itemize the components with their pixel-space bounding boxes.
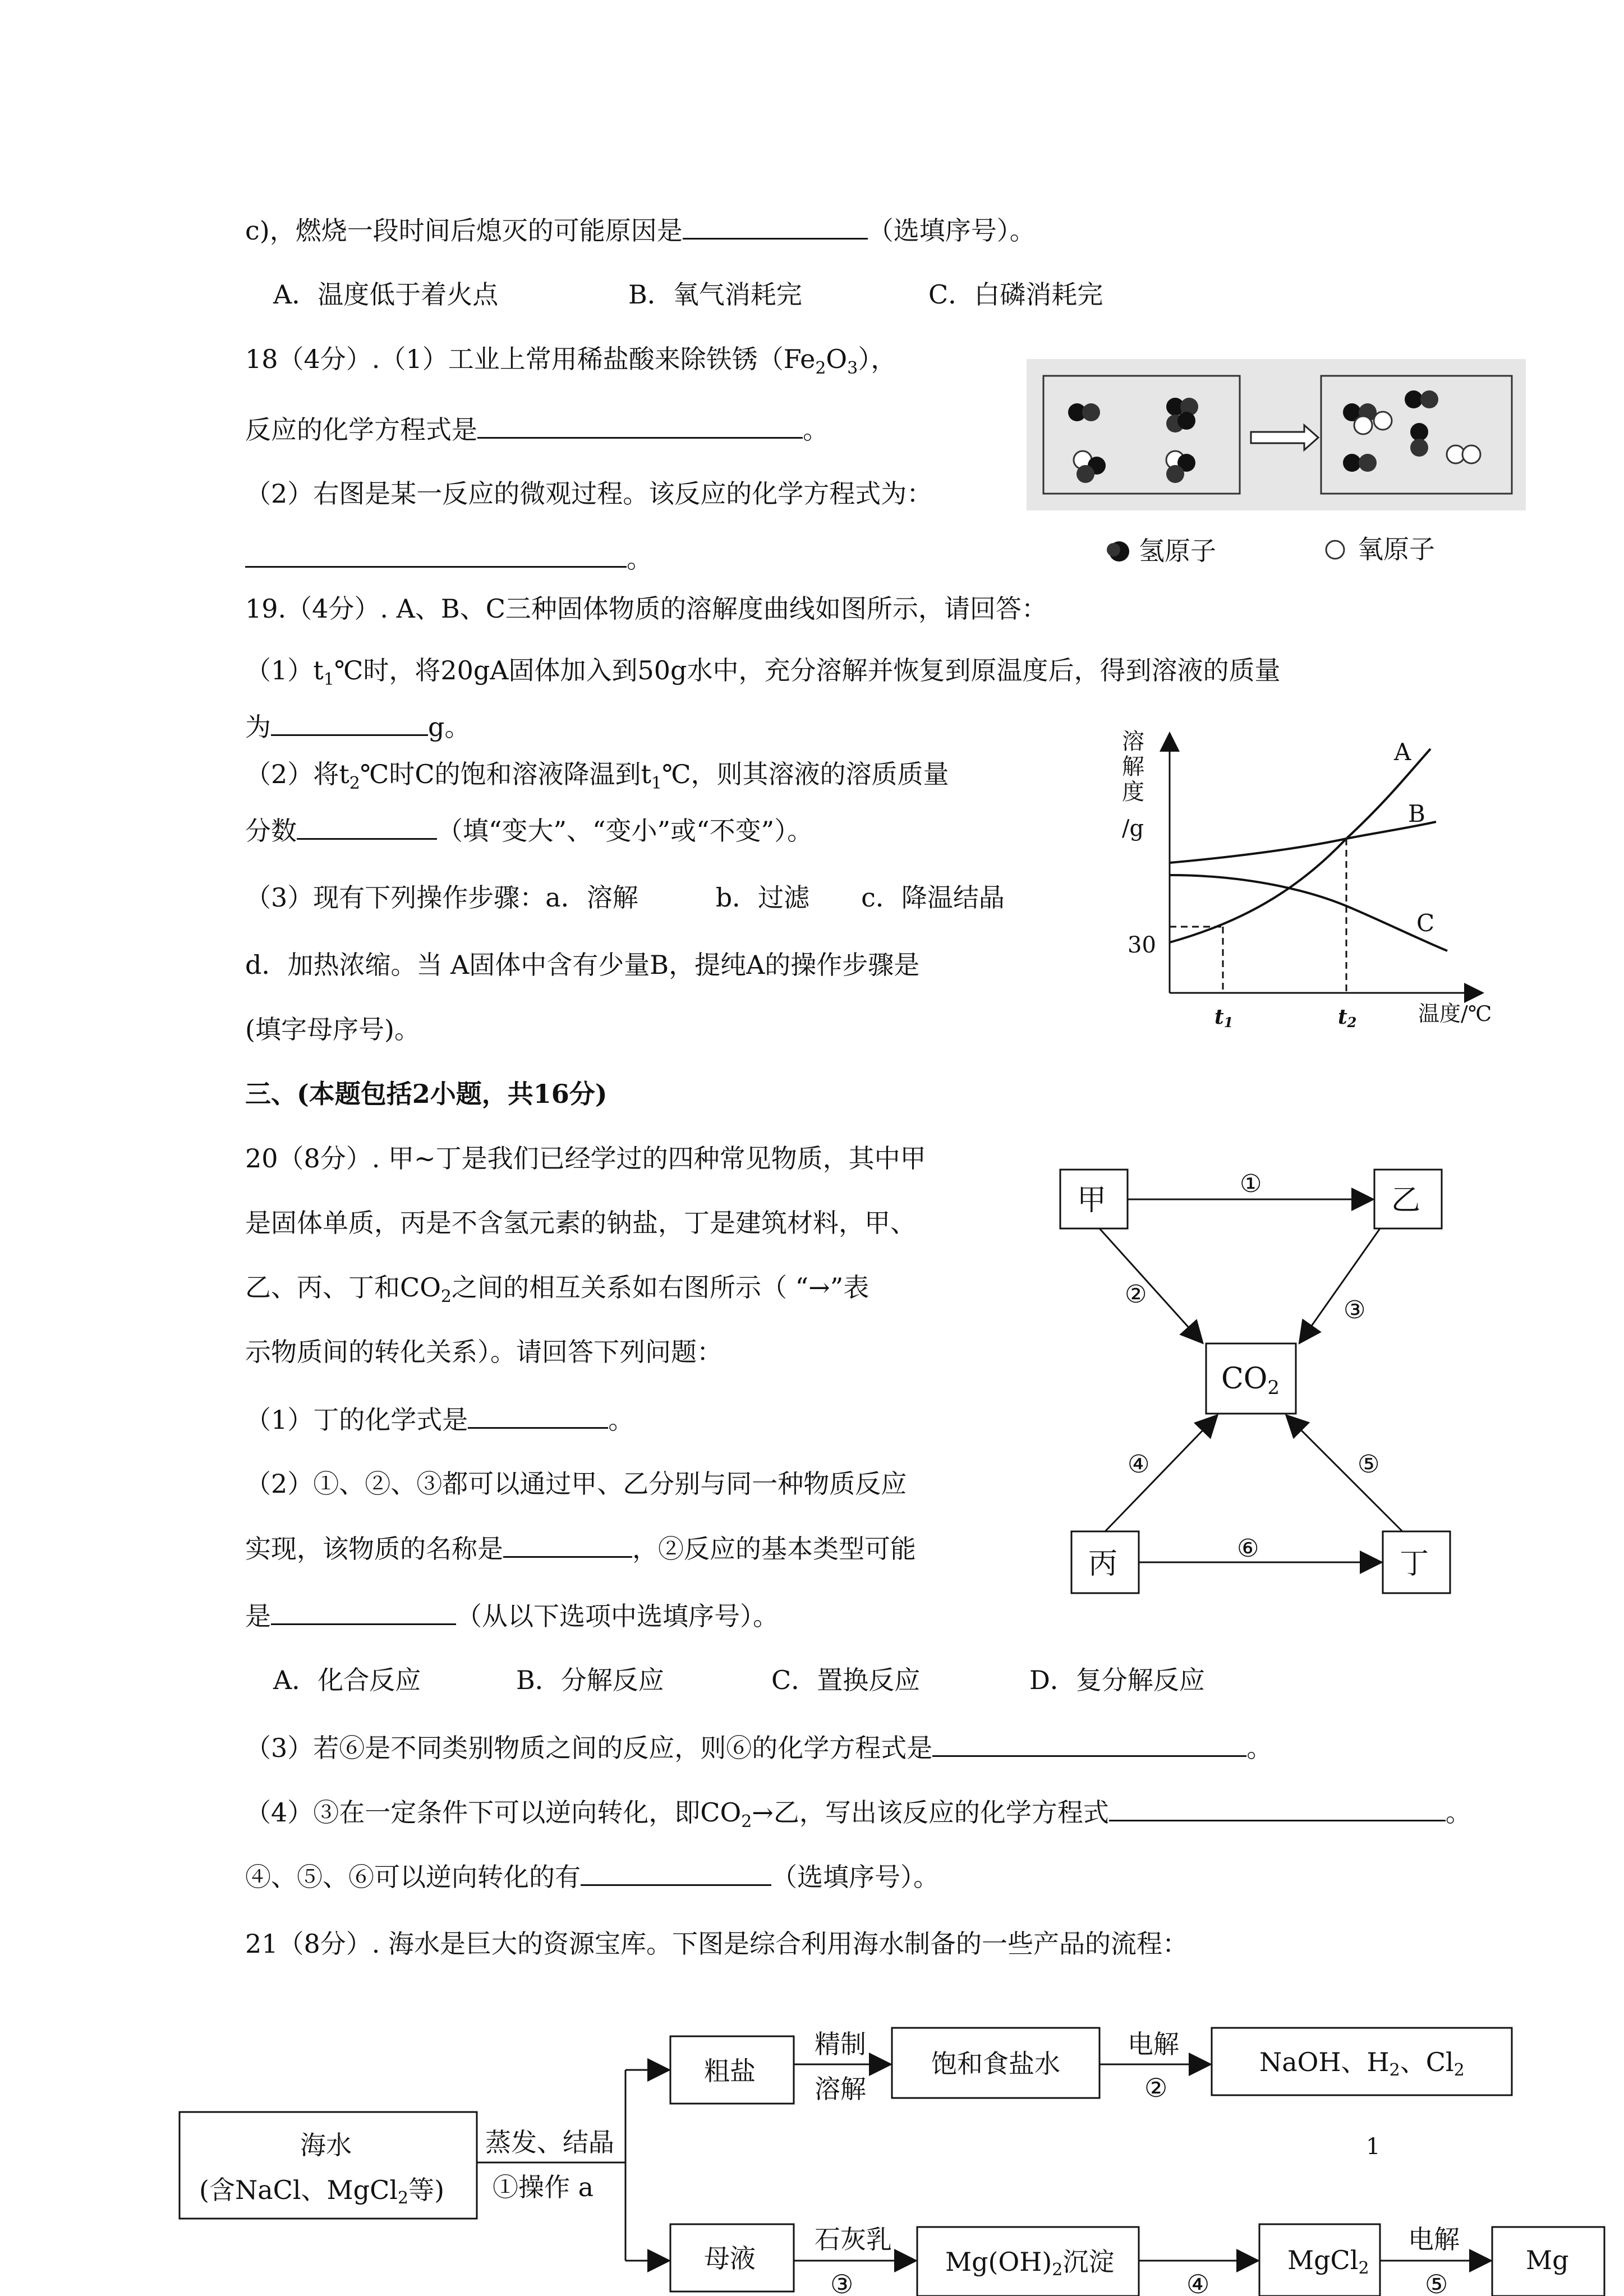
q20-line4: 示物质间的转化关系）。请回答下列问题： bbox=[245, 1337, 723, 1367]
y-axis-label-unit: /g bbox=[1122, 816, 1144, 841]
answer-blank[interactable] bbox=[297, 813, 437, 840]
operation-a-label: ①操作 a bbox=[493, 2172, 594, 2202]
node-brine-label: 饱和食盐水 bbox=[931, 2049, 1060, 2079]
q19-part1: $(1)t_1℃$时，将20gA固体加入到50g水中，充分溶解并恢复到原温度后，得到溶液的质量 bbox=[245, 655, 1281, 690]
answer-blank[interactable] bbox=[271, 1599, 456, 1625]
q19-part3-cont: d．加热浓缩。当 A固体中含有少量B，提纯A的操作步骤是 bbox=[245, 950, 920, 980]
arrow-3 bbox=[1300, 1228, 1380, 1342]
oxygen-atom-icon bbox=[1326, 541, 1344, 559]
y-axis-label-char3: 度 bbox=[1122, 779, 1144, 805]
label-2: ② bbox=[1125, 1280, 1147, 1309]
q20-part4-cont: ④、⑤、⑥可以逆向转化的有 （选填序号）。 bbox=[245, 1860, 939, 1894]
q21-line1: 21（8分）. 海水是巨大的资源宝库。下图是综合利用海水制备的一些产品的流程： bbox=[245, 1929, 1189, 1959]
curve-b-label: B bbox=[1408, 800, 1425, 827]
micro-reaction-figure bbox=[1027, 359, 1531, 572]
curve-b bbox=[1170, 822, 1436, 863]
node-jia-label: 甲 bbox=[1077, 1184, 1107, 1217]
q18-line2: 反应的化学方程式是 。 bbox=[245, 412, 829, 447]
y-axis-label-char1: 溶 bbox=[1122, 729, 1144, 754]
label-5: ⑤ bbox=[1358, 1450, 1380, 1479]
curve-a-label: A bbox=[1394, 738, 1411, 766]
q18-line4: 。 bbox=[245, 541, 652, 576]
legend-hydrogen-label: 氢原子 bbox=[1139, 536, 1216, 566]
q18-line1: 18（4分）.（1）工业上常用稀盐酸来除铁锈$(Fe_2O_3)$， bbox=[245, 344, 897, 379]
node-ding-label: 丁 bbox=[1400, 1547, 1429, 1581]
label-3: ③ bbox=[1344, 1296, 1366, 1324]
seawater-flow-diagram bbox=[174, 2014, 1624, 2296]
q17-option-b: B．氧气消耗完 bbox=[628, 279, 802, 310]
x-tick-t1: t1 bbox=[1214, 1005, 1234, 1030]
electrolysis-2-label: 电解 bbox=[1408, 2224, 1460, 2254]
q20-part3: （3）若⑥是不同类别物质之间的反应，则⑥的化学方程式是 。 bbox=[245, 1731, 1272, 1765]
arrow-2 bbox=[1099, 1228, 1202, 1342]
q20-option-d: D．复分解反应 bbox=[1029, 1665, 1205, 1695]
node-yi-label: 乙 bbox=[1391, 1184, 1421, 1217]
q20-line3: 乙、丙、丁和$CO_2$之间的相互关系如右图所示（ “→”表 bbox=[245, 1272, 869, 1307]
step-4-label: ④ bbox=[1186, 2269, 1210, 2296]
q20-part2-end: 是 （从以下选项中选填序号）。 bbox=[245, 1599, 779, 1633]
q20-part2-cont: 实现，该物质的名称是 ，②反应的基本类型可能 bbox=[245, 1531, 916, 1566]
node-bing-label: 丙 bbox=[1088, 1547, 1118, 1581]
q20-line2: 是固体单质，丙是不含氢元素的钠盐，丁是建筑材料，甲、 bbox=[245, 1208, 916, 1238]
q17-option-c: C．白磷消耗完 bbox=[928, 279, 1103, 310]
node-mg-label: Mg bbox=[1526, 2245, 1569, 2275]
q20-line1: 20（8分）. 甲~丁是我们已经学过的四种常见物质，其中甲 bbox=[245, 1143, 926, 1174]
q20-part1: （1）丁的化学式是 。 bbox=[245, 1402, 634, 1437]
curve-c-label: C bbox=[1416, 909, 1435, 937]
step-5-label: ⑤ bbox=[1425, 2269, 1448, 2296]
answer-blank[interactable] bbox=[932, 1731, 1246, 1757]
refine-label: 精制 bbox=[815, 2029, 866, 2059]
section3-title: 三、(本题包括2小题，共16分) bbox=[245, 1079, 608, 1109]
evaporate-label: 蒸发、结晶 bbox=[485, 2127, 614, 2157]
page-number: 1 bbox=[1366, 2134, 1381, 2160]
node-products-label: NaOH、H2、Cl2 bbox=[1259, 2047, 1465, 2080]
q19-part1-cont: 为 g。 bbox=[245, 710, 470, 744]
label-6: ⑥ bbox=[1237, 1534, 1259, 1563]
y-tick-30: 30 bbox=[1128, 932, 1156, 958]
answer-blank[interactable] bbox=[271, 710, 428, 736]
curve-c bbox=[1170, 875, 1447, 951]
q20-option-c: C．置换反应 bbox=[771, 1665, 921, 1695]
answer-blank[interactable] bbox=[477, 412, 803, 439]
arrow-5 bbox=[1287, 1416, 1402, 1531]
node-seawater-note: (含NaCl、MgCl2等) bbox=[199, 2175, 445, 2208]
q20-part4: （4）③在一定条件下可以逆向转化，即$CO_2\to$乙，写出该反应的化学方程式 。 bbox=[245, 1795, 1471, 1839]
x-tick-t2: t2 bbox=[1338, 1005, 1357, 1030]
curve-a bbox=[1170, 749, 1430, 942]
label-4: ④ bbox=[1128, 1450, 1150, 1479]
q17-option-a: A．温度低于着火点 bbox=[273, 279, 499, 310]
answer-blank[interactable] bbox=[581, 1860, 771, 1886]
node-mgcl2-label: MgCl2 bbox=[1287, 2245, 1369, 2278]
y-axis-label-char2: 解 bbox=[1122, 754, 1144, 780]
q17-line1: c)，燃烧一段时间后熄灭的可能原因是 （选填序号）。 bbox=[245, 213, 1036, 247]
answer-blank[interactable] bbox=[245, 541, 627, 568]
dissolve-label: 溶解 bbox=[815, 2074, 866, 2104]
lime-milk-label: 石灰乳 bbox=[815, 2224, 892, 2254]
answer-blank[interactable] bbox=[503, 1531, 632, 1558]
q20-part2: （2）①、②、③都可以通过甲、乙分别与同一种物质反应 bbox=[245, 1469, 907, 1499]
q19-part3: （3）现有下列操作步骤：a．溶解 b．过滤 c．降温结晶 bbox=[245, 882, 1005, 913]
arrow-4 bbox=[1105, 1416, 1216, 1531]
node-mgoh2-label: Mg(OH)2沉淀 bbox=[945, 2247, 1115, 2280]
q18-line3: （2）右图是某一反应的微观过程。该反应的化学方程式为： bbox=[245, 478, 933, 509]
hydrogen-atom-icon bbox=[1107, 541, 1129, 562]
label-1: ① bbox=[1240, 1170, 1262, 1198]
conversion-diagram bbox=[1049, 1156, 1475, 1604]
q19-line1: 19.（4分）. A、B、C三种固体物质的溶解度曲线如图所示，请回答： bbox=[245, 593, 1047, 624]
node-co2-label: CO2 bbox=[1221, 1362, 1280, 1399]
electrolysis-label: 电解 bbox=[1128, 2029, 1179, 2059]
solubility-chart bbox=[1111, 724, 1515, 1038]
answer-blank[interactable] bbox=[468, 1402, 608, 1429]
q19-part2-cont: 分数 （填“变大”、“变小”或“不变”）。 bbox=[245, 813, 813, 848]
q19-part2: （2）将$t_2℃$时C的饱和溶液降温到$t_1℃$，则其溶液的溶质质量 bbox=[245, 759, 949, 794]
node-mother-liquor-label: 母液 bbox=[704, 2243, 756, 2274]
q20-option-a: A．化合反应 bbox=[273, 1665, 421, 1695]
node-crude-salt-label: 粗盐 bbox=[704, 2056, 756, 2086]
step-3-label: ③ bbox=[830, 2269, 854, 2296]
answer-blank[interactable] bbox=[1109, 1795, 1446, 1821]
q20-option-b: B．分解反应 bbox=[516, 1665, 664, 1695]
q19-part3-end: (填字母序号)。 bbox=[245, 1014, 420, 1045]
node-seawater-label: 海水 bbox=[300, 2130, 352, 2160]
legend-oxygen-label: 氧原子 bbox=[1358, 534, 1435, 564]
step-2-label: ② bbox=[1144, 2073, 1168, 2103]
answer-blank[interactable] bbox=[683, 213, 868, 240]
x-axis-label: 温度/℃ bbox=[1418, 1001, 1492, 1026]
